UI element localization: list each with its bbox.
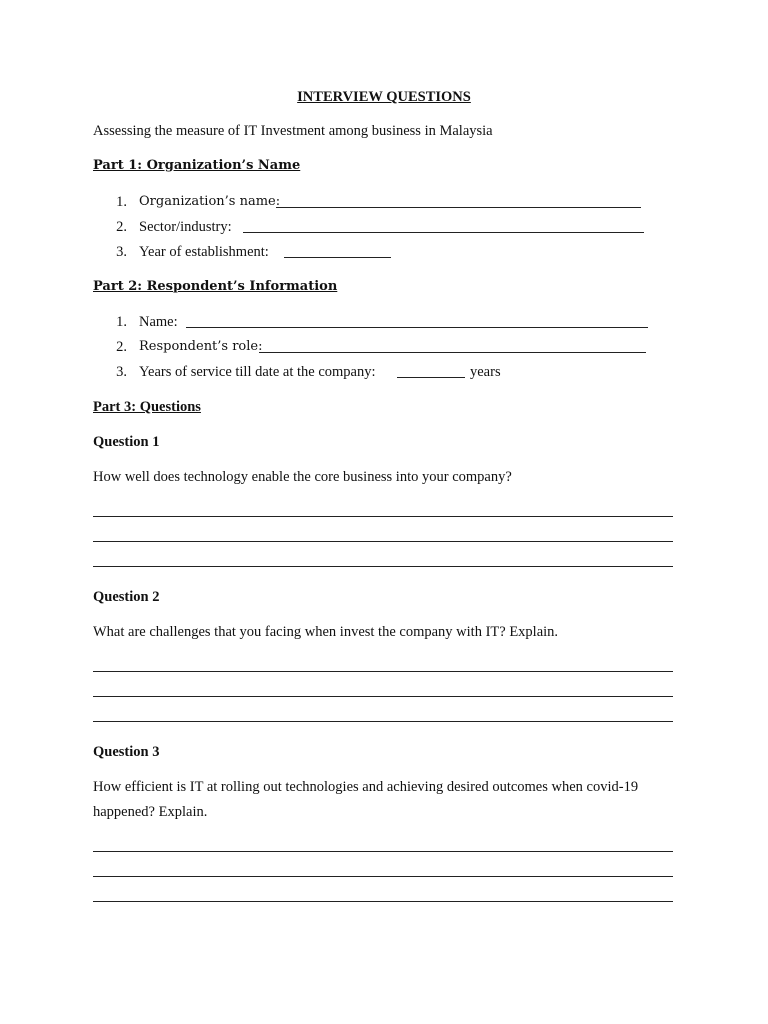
question3-heading: Question 3: [93, 744, 160, 760]
part2-item3-number: 3.: [116, 364, 127, 380]
question1-answer-line-1[interactable]: [93, 516, 673, 517]
question1-answer-line-3[interactable]: [93, 566, 673, 567]
question3-text-line2: happened? Explain.: [93, 804, 208, 820]
question3-text: How efficient is IT at rolling out technologies and achieving desired outcomes when covid-19: [93, 779, 639, 795]
document-subtitle: Assessing the measure of IT Investment among business in Malaysia: [93, 123, 493, 139]
part3-heading: Part 3: Questions: [93, 399, 201, 415]
question2-heading: Question 2: [93, 589, 160, 605]
organization-name-field[interactable]: [276, 207, 641, 208]
part1-item3-label: Year of establishment:: [139, 244, 269, 260]
question1-text: How well does technology enable the core business into your company?: [93, 469, 512, 485]
respondent-name-field[interactable]: [186, 327, 648, 328]
question2-text: What are challenges that you facing when invest the company with IT? Explain.: [93, 624, 559, 640]
part1-item3-number: 3.: [116, 244, 127, 260]
question2-answer-line-3[interactable]: [93, 721, 673, 722]
part2-heading: Part 2: Respondent’s Information: [93, 279, 338, 294]
document-title: INTERVIEW QUESTIONS: [297, 89, 471, 105]
part2-item2-number: 2.: [116, 339, 127, 355]
years-suffix: years: [470, 364, 501, 380]
sector-industry-field[interactable]: [243, 232, 644, 233]
part1-item2-label: Sector/industry:: [139, 219, 232, 235]
part1-item2-number: 2.: [116, 219, 127, 235]
question1-answer-line-2[interactable]: [93, 541, 673, 542]
question2-answer-line-2[interactable]: [93, 696, 673, 697]
part2-item1-number: 1.: [116, 314, 127, 330]
question3-answer-line-1[interactable]: [93, 851, 673, 852]
part2-item2-label: Respondent’s role:: [139, 339, 263, 354]
part1-item1-number: 1.: [116, 194, 127, 210]
question3-answer-line-3[interactable]: [93, 901, 673, 902]
part2-item3-label: Years of service till date at the company:: [139, 364, 376, 380]
years-of-service-field[interactable]: [397, 377, 465, 378]
question3-answer-line-2[interactable]: [93, 876, 673, 877]
part1-heading: Part 1: Organization’s Name: [93, 158, 301, 173]
year-of-establishment-field[interactable]: [284, 257, 391, 258]
question1-heading: Question 1: [93, 434, 160, 450]
part2-item1-label: Name:: [139, 314, 178, 330]
question2-answer-line-1[interactable]: [93, 671, 673, 672]
respondent-role-field[interactable]: [259, 352, 646, 353]
part1-item1-label: Organization’s name:: [139, 194, 281, 209]
